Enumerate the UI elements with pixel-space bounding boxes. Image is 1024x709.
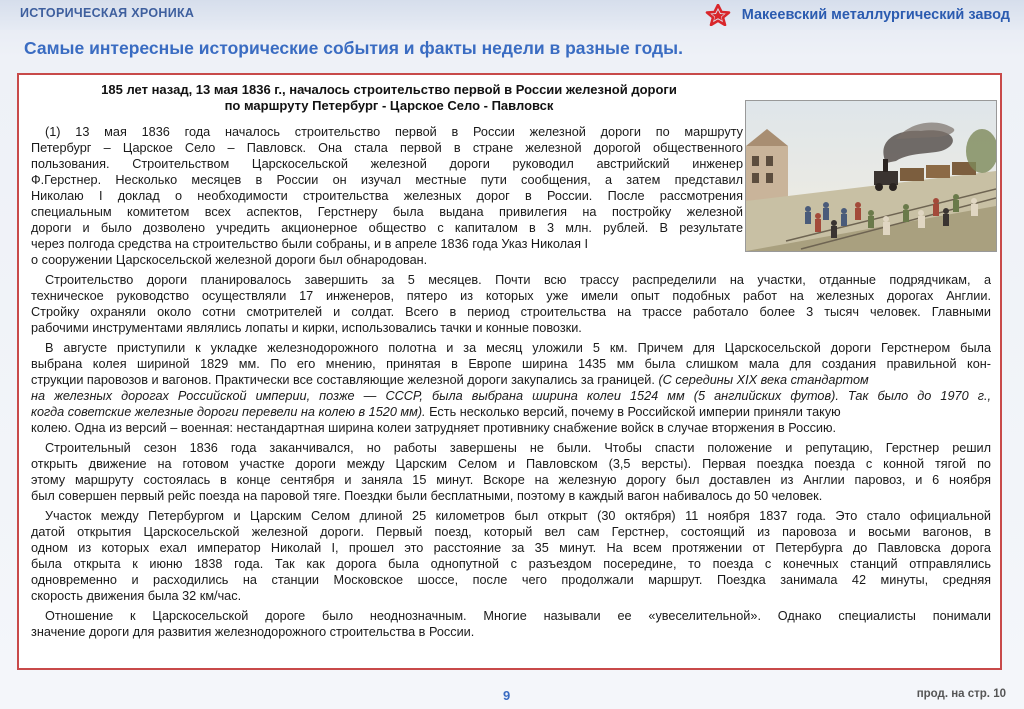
body-line: Николаю I доклад о необходимости строительства железных дорог в России. После рассмотрения [31,189,743,203]
body-line: этому маршруту состоялась в конце сентября и заняла 15 минут. Вскоре на железную дорогу был доставлен из Англии паровоз, и 6 ноября [31,473,991,487]
body-line: была открыта к июню 1838 года. Так как дорога была однопутной с разъездом посередине, то поезда с конечных станций отправлялись [31,557,991,571]
body-line: скорость движения была 32 км/час. [31,589,242,603]
body-line: дороги и было дозволено учредить акционерное общество с капиталом в 3 млн. рублей. В результате [31,221,743,235]
article-frame [17,73,1002,670]
body-line: Петербург – Царское Село – Павловск. Она стала первой в стране железной дорогой общественного [31,141,743,155]
body-line: о сооружении Царскосельской железной дороги был обнародован. [31,253,428,267]
body-line: был совершен первый рейс поезда на паровой тяге. Поездки были бесплатными, поэтому в каждый вагон набивалось до 50 человек. [31,489,823,503]
body-line: Строительный сезон 1836 года заканчивался, но работы завершены не были. Чтобы спасти положение и репутацию, Герстнер решил [45,441,991,455]
body-line: пользования. Строительством Царскосельской железной дороги руководил австрийский инженер [31,157,743,171]
body-text: Есть несколько версий, почему в Российской империи приняли такую [429,405,841,419]
article-body [19,75,1004,672]
body-line: Строительство дороги планировалось завершить за 5 месяцев. Почти всю трассу распределили на участки, отданные подрядчикам, а [45,273,991,287]
body-text: струкции паровозов и вагонов. Практически все составляющие железной дороги закупались за границей. [31,373,655,387]
continued-note: прод. на стр. 10 [916,688,1006,700]
body-line: через полгода средства на строительство были собраны, и в апреле 1836 года Указ Николая I [31,237,589,251]
page-number: 9 [503,688,511,703]
body-line: колею. Одна из версий – военная: нестандартная ширина колеи затрудняет противнику снабжение войск в случае вторжения в Россию. [31,421,837,435]
body-line: открыть движение на готовом участке дороги между Царским Селом и Павловском (3,5 версты). Первая поездка поезда с конной тягой по [31,457,991,471]
top-bar [0,0,1024,30]
body-line: одном из которых ехал император Николай I, прошел это расстояние за 35 минут. На всем протяжении от Петербурга до Павловска дорога [31,541,991,555]
brand [701,3,1010,27]
body-line: В августе приступили к укладке железнодорожного полотна и за месяц уложили 5 км. Причем для Царскосельской дороги Герстнером была [45,341,991,355]
body-line: на железных дорогах Российской империи, позже — СССР, была выбрана ширина колеи 1524 мм (5 английских футов). Так было до 1970 г., [31,389,991,403]
body-line: выбрана колея шириной 1829 мм. По его мнению, принятая в Европе ширина 1435 мм была слишком мала для создания правильной кон- [31,357,991,371]
body-line: одновременно и расходились на станции Московское шоссе, после чего продолжали маршрут. Поездка занимала 42 минуты, средняя [31,573,991,587]
body-line [31,404,991,420]
star-logo-icon [701,4,735,26]
body-line: Участок между Петербургом и Царским Селом длиной 25 километров был открыт (30 октября) 11 ноября 1837 года. Это стало официальной [45,509,991,523]
article-title-line: по маршруту Петербург - Царское Село - Павловск [224,98,554,113]
body-italic-text: когда советские железные дороги перевели на колею в 1520 мм). [31,405,426,419]
body-line: Стройку охраняли около сотни смотрителей и солдат. Всего в период строительства на трассе работало более 3 тысяч человек. Главными [31,305,991,319]
body-line: датой открытия Царскосельской железной дороги. Первый поезд, который вел сам Герстнер, состоящий из паровоза и восьми вагонов, в [31,525,991,539]
body-line: рабочими инструментами являлись лопаты и кирки, использовались тачки и конные повозки. [31,321,582,335]
article-title-line: 185 лет назад, 13 мая 1836 г., началось строительство первой в России железной дороги [101,82,677,97]
page-heading: Самые интересные исторические события и факты недели в разные годы. [24,38,683,58]
body-line: Отношение к Царскосельской дороге было неоднозначным. Многие называли ее «увеселительной». Однако специалисты понимали [45,609,991,623]
body-line: значение дороги для развития железнодорожного строительства в России. [31,625,475,639]
body-italic-text: (С середины XIX века стандартом [658,373,869,387]
body-line: Ф.Герстнер. Несколько месяцев в России он изучал местные пути сообщения, а затем представил [31,173,743,187]
body-line: техническое руководство осуществляли 17 инженеров, пятеро из которых уже имели опыт подобных работ на железных дорогах Англии. [31,289,991,303]
body-line [31,372,991,388]
section-label: ИСТОРИЧЕСКАЯ ХРОНИКА [20,6,195,20]
brand-name: Макеевский металлургический завод [741,7,1010,23]
body-line: специальным комитетом всех аспектов, Герстнеру была выдана привилегия на постройку железной [31,205,743,219]
body-line: (1) 13 мая 1836 года началось строительство первой в России железной дороги по маршруту [45,125,743,139]
